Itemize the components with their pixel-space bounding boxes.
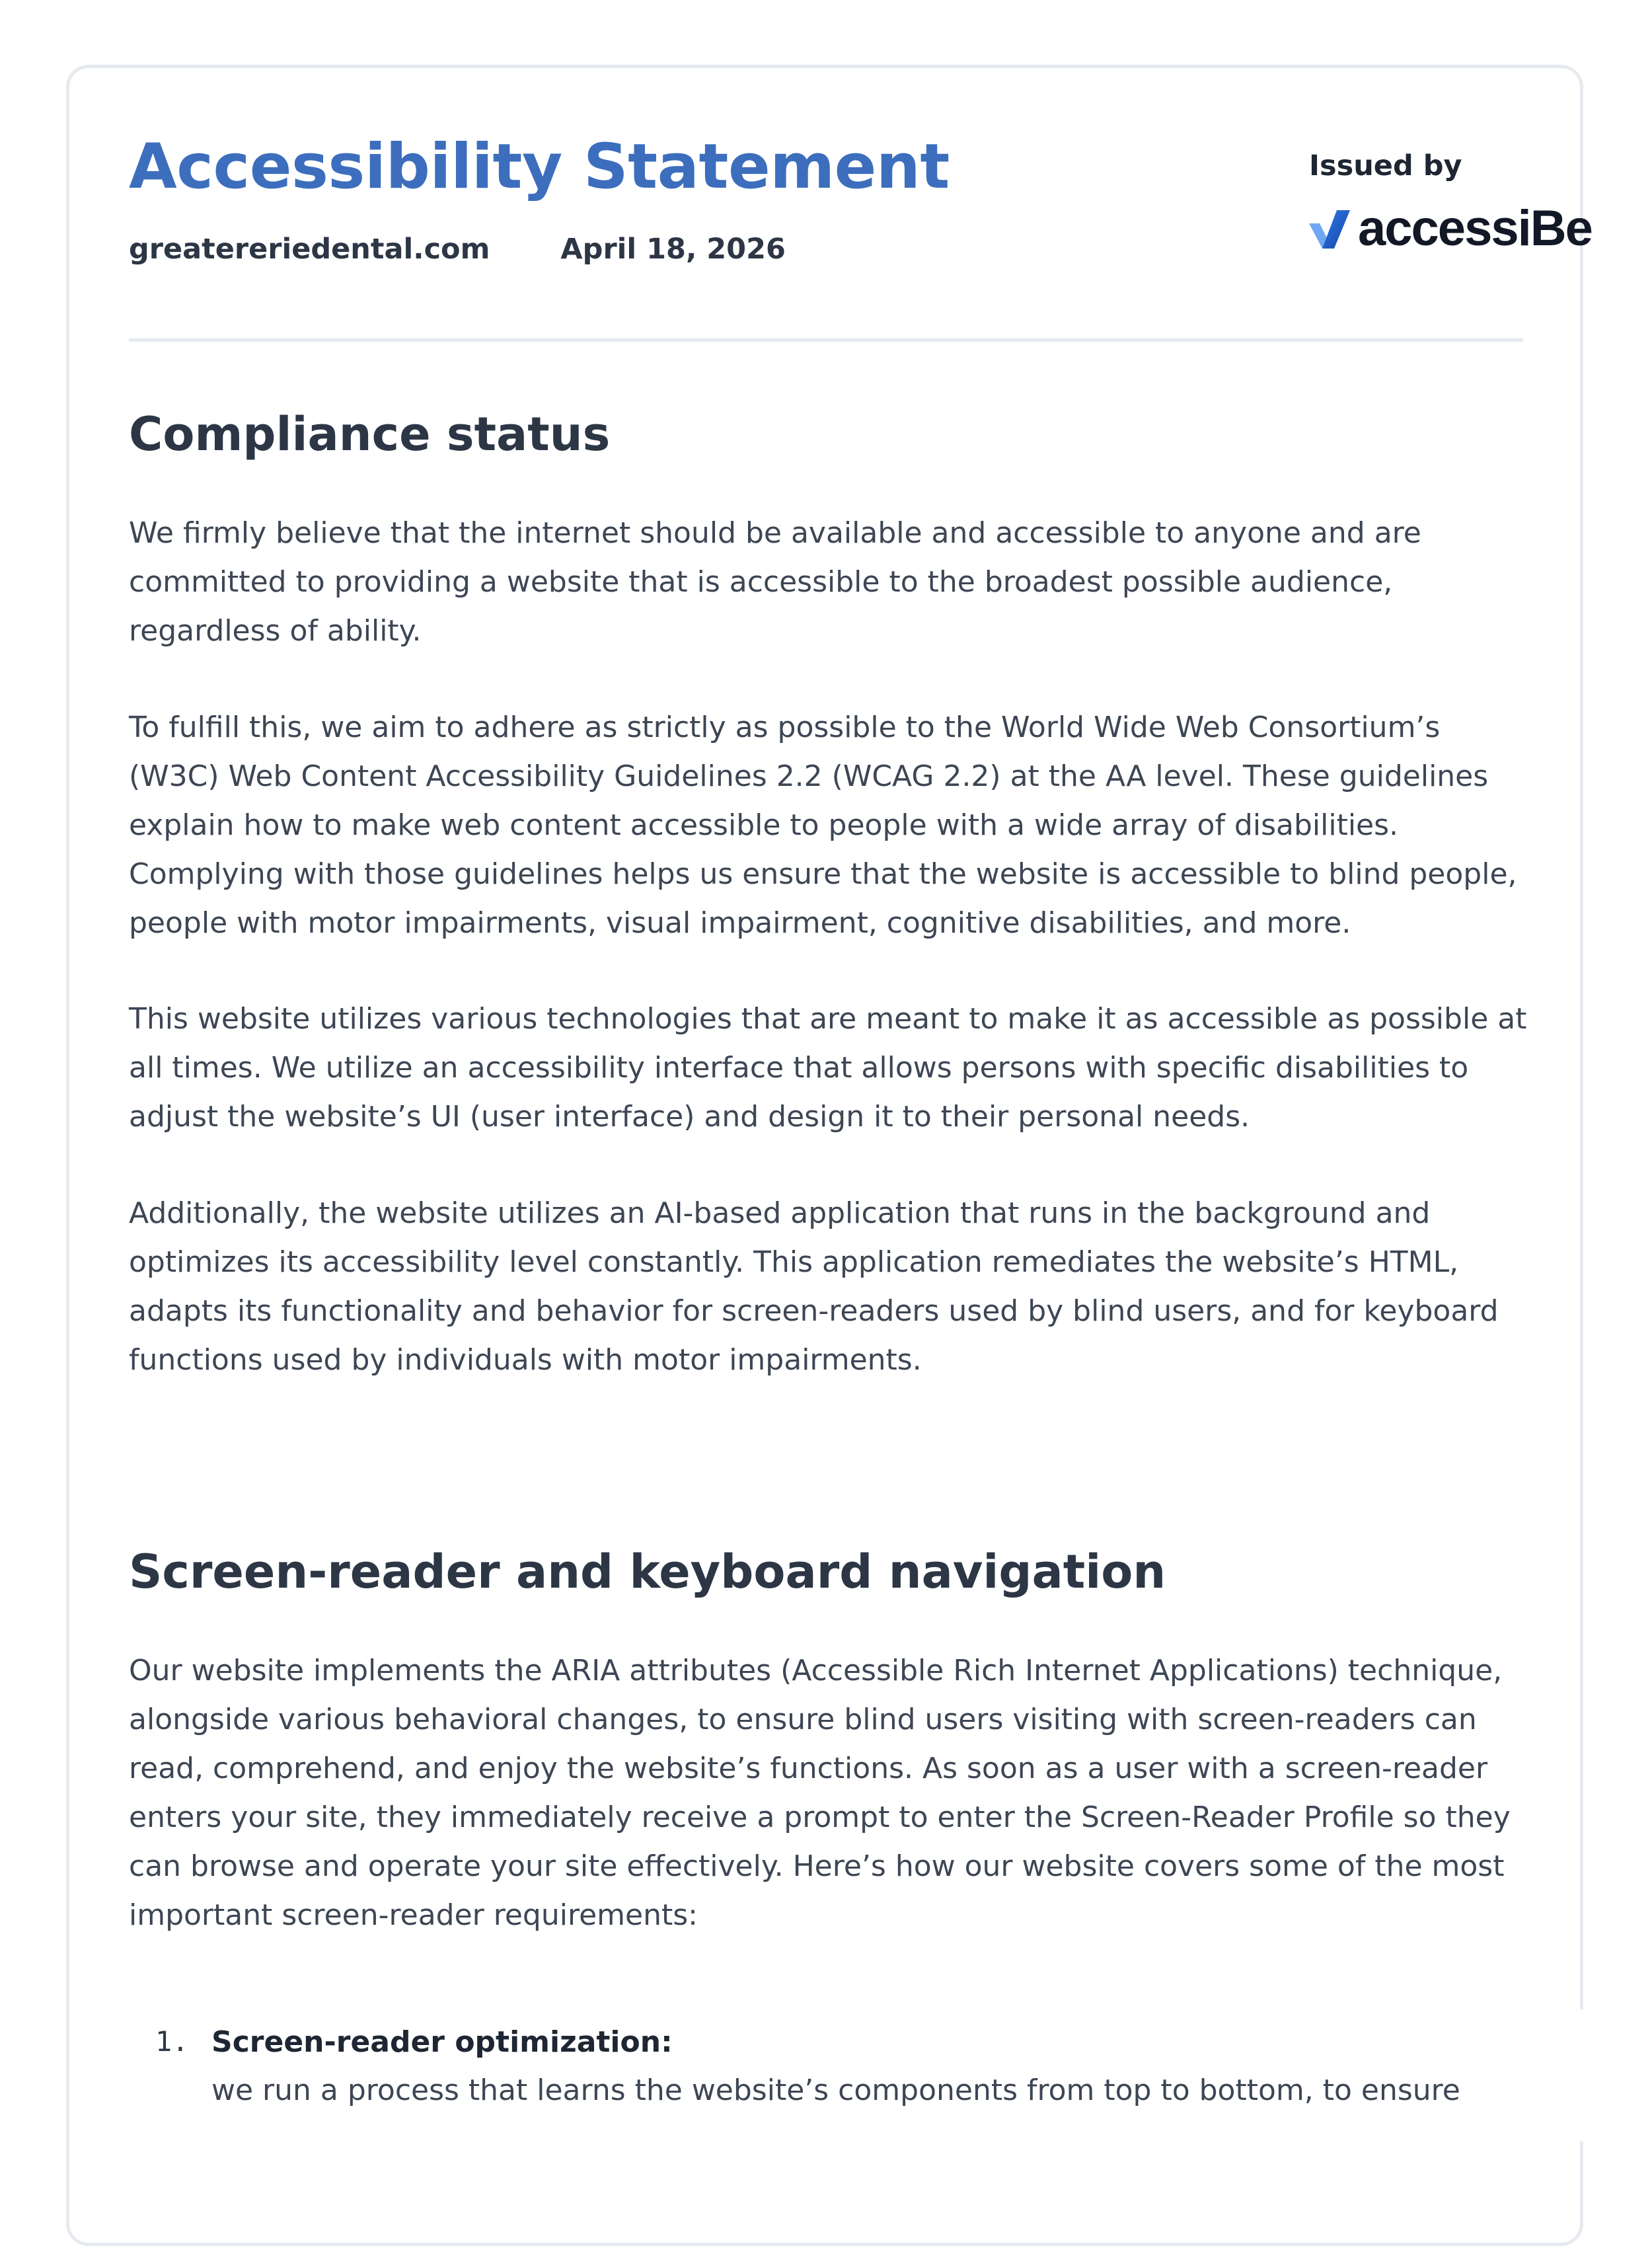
screen-reader-paragraph-1: Our website implements the ARIA attributes (Accessible Rich Internet Applications) technique, alongside various behavioral changes, to ensure blind users visiting with screen-readers can read, comprehend, and enjoy the website’s functions. As soon as a user with a screen-reader enters your site, they immediately receive a prompt to enter the Screen-Reader Profile so they can browse and operate your site effectively. Here’s how our website covers some of the most important screen-reader requirements: — [129, 1654, 1511, 1932]
page-title: Accessibility Statement — [129, 131, 950, 203]
checkmark-icon — [1308, 209, 1351, 249]
list-item-text: we run a process that learns the website’s components from top to bottom, to ensure — [211, 2073, 1460, 2107]
list-item-heading: Screen-reader optimization: — [211, 2025, 673, 2059]
list-item-number: 1. — [155, 2025, 189, 2058]
accessibe-logo — [1308, 200, 1592, 256]
compliance-paragraph-3: This website utilizes various technologies that are meant to make it as accessible as possible at all times. We utilize an accessibility interface that allows persons with specific disabilities to adjust the website’s UI (user interface) and design it to their personal needs. — [129, 1002, 1527, 1134]
logo-text: accessiBe — [1358, 200, 1592, 256]
section-title-compliance: Compliance status — [129, 407, 611, 461]
issued-by-label: Issued by — [1309, 149, 1462, 182]
compliance-paragraph-1: We firmly believe that the internet should be available and accessible to anyone and are committed to providing a website that is accessible to the broadest possible audience, regardless of ability. — [129, 516, 1421, 648]
header-divider — [129, 338, 1523, 342]
meta-row — [129, 233, 786, 266]
statement-date: April 18, 2026 — [560, 233, 786, 266]
site-domain: greatereriedental.com — [129, 233, 490, 266]
compliance-paragraph-4: Additionally, the website utilizes an AI-based application that runs in the background and optimizes its accessibility level constantly. This application remediates the website’s HTML, adapts its functionality and behavior for screen-readers used by blind users, and for keyboard functions used by individuals with motor impairments. — [129, 1196, 1499, 1377]
section-title-screen-reader: Screen-reader and keyboard navigation — [129, 1545, 1166, 1599]
compliance-paragraph-2: To fulfill this, we aim to adhere as strictly as possible to the World Wide Web Consortium’s (W3C) Web Content Accessibility Guidelines 2.2 (WCAG 2.2) at the AA level. These guidelines explain how to make web content accessible to people with a wide array of disabilities. Complying with those guidelines helps us ensure that the website is accessible to blind people, people with motor impairments, visual impairment, cognitive disabilities, and more. — [129, 711, 1517, 940]
